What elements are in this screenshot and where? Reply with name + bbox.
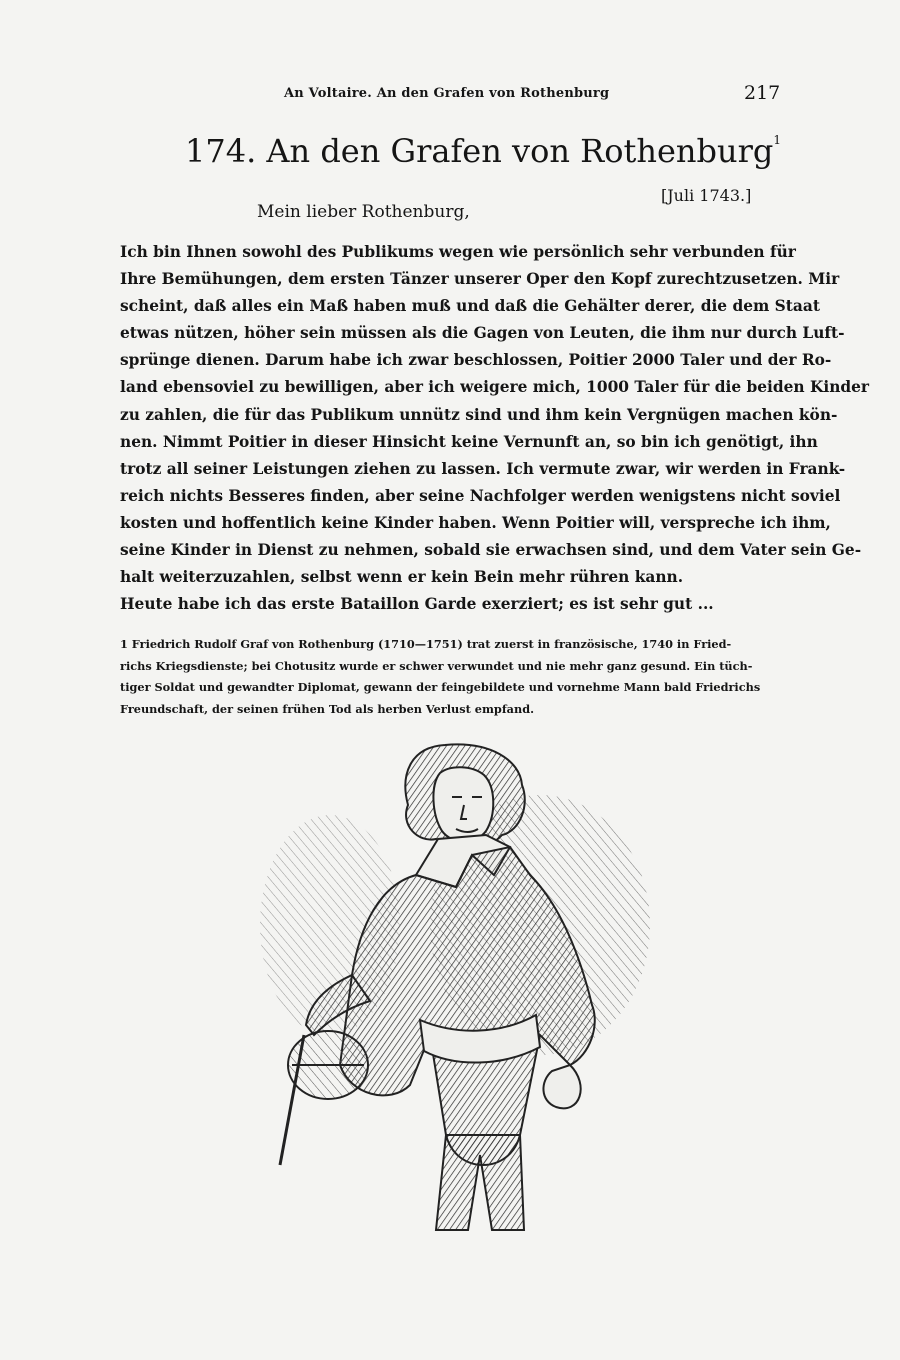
footnote-line: tiger Soldat und gewandter Diplomat, gewann der feingebildete und vornehme Mann bald Friedrichs bbox=[120, 680, 761, 694]
body-line: seine Kinder in Dienst zu nehmen, sobald sie erwachsen sind, und dem Vater sein Ge- bbox=[120, 541, 862, 560]
body-line: scheint, daß alles ein Maß haben muß und daß die Gehälter derer, die dem Staat bbox=[120, 297, 820, 316]
letter-title bbox=[185, 132, 782, 170]
body-line: kosten und hoffentlich keine Kinder haben. Wenn Poitier will, verspreche ich ihm, bbox=[120, 513, 831, 532]
page-number: 217 bbox=[744, 82, 781, 104]
body-line: land ebensoviel zu bewilligen, aber ich weigere mich, 1000 Taler für die beiden Kinder bbox=[120, 378, 870, 397]
body-line: trotz all seiner Leistungen ziehen zu lassen. Ich vermute zwar, wir werden in Frank- bbox=[120, 459, 846, 478]
body-line: sprünge dienen. Darum habe ich zwar beschlossen, Poitier 2000 Taler und der Ro- bbox=[120, 351, 832, 370]
body-line: nen. Nimmt Poitier in dieser Hinsicht keine Vernunft an, so bin ich genötigt, ihn bbox=[120, 432, 818, 451]
letter-body bbox=[120, 239, 870, 618]
engraved-portrait-icon bbox=[240, 735, 680, 1240]
footnote-line: Freundschaft, der seinen frühen Tod als herben Verlust empfand. bbox=[120, 701, 535, 716]
running-header: An Voltaire. An den Grafen von Rothenburg bbox=[284, 86, 610, 101]
body-line: Ich bin Ihnen sowohl des Publikums wegen wie persönlich sehr verbunden für bbox=[120, 243, 796, 261]
salutation: Mein lieber Rothenburg, bbox=[257, 202, 470, 222]
body-line: halt weiterzuzahlen, selbst wenn er kein Bein mehr rühren kann. bbox=[120, 568, 684, 587]
letter-title-text: 174. An den Grafen von Rothenburg bbox=[185, 132, 774, 170]
letter-date: [Juli 1743.] bbox=[661, 186, 752, 205]
footnote-reference[interactable]: 1 bbox=[773, 133, 782, 147]
body-line-closing: Heute habe ich das erste Bataillon Garde exerziert; es ist sehr gut ... bbox=[120, 595, 714, 614]
body-line: etwas nützen, höher sein müssen als die Gagen von Leuten, die ihm nur durch Luft- bbox=[120, 324, 845, 343]
body-line: Ihre Bemühungen, dem ersten Tänzer unserer Oper den Kopf zurechtzusetzen. Mir bbox=[120, 270, 840, 289]
footnote bbox=[120, 634, 784, 720]
footnote-line: richs Kriegsdienste; bei Chotusitz wurde er schwer verwundet und nie mehr ganz gesund. Ein tüch- bbox=[120, 658, 753, 673]
body-line: reich nichts Besseres finden, aber seine Nachfolger werden wenigstens nicht soviel bbox=[120, 486, 841, 505]
portrait-illustration bbox=[240, 735, 680, 1240]
body-line: zu zahlen, die für das Publikum unnütz sind und ihm kein Vergnügen machen kön- bbox=[120, 405, 838, 424]
footnote-line: 1 Friedrich Rudolf Graf von Rothenburg (1710—1751) trat zuerst in französische, 1740 in Fried- bbox=[120, 637, 732, 651]
